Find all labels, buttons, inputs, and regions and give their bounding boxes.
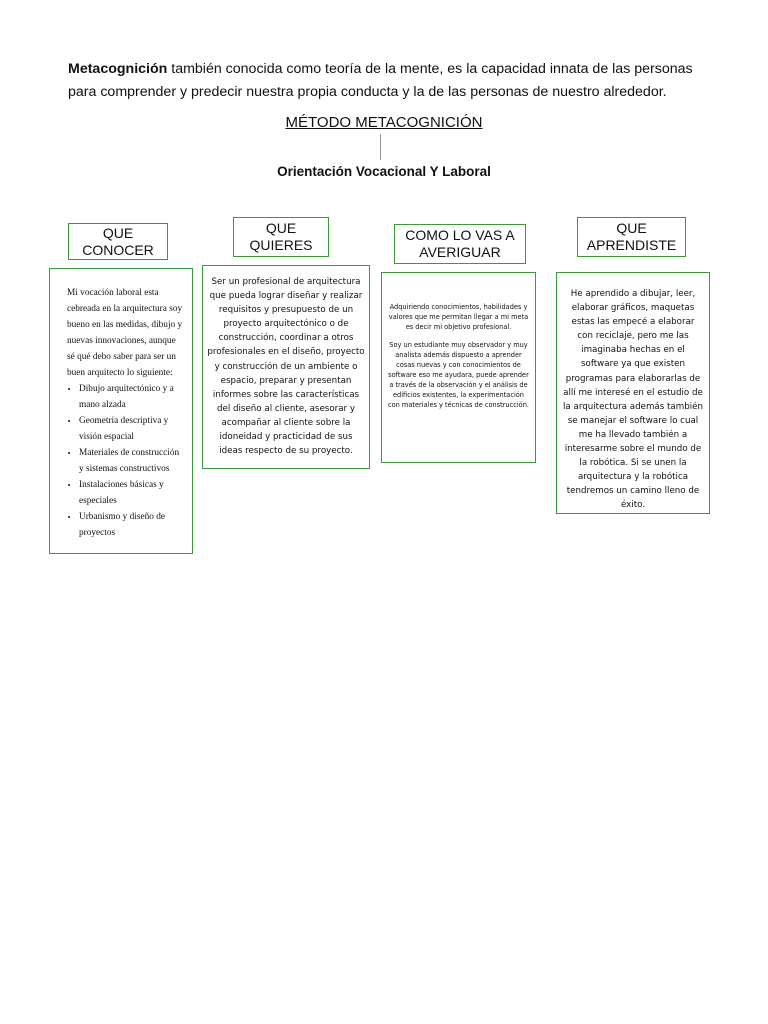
header-label: QUE CONOCER [82,224,154,258]
list-item: • Geometría descriptiva y visión espacial [79,413,184,445]
header-label: QUE QUIERES [249,220,313,253]
list-item: • Materiales de construcción y sistemas constructivos [79,445,184,477]
connector-line [380,134,381,160]
topic-list [67,381,184,541]
list-item: • Urbanismo y diseño de proyectos [79,509,184,541]
orientation-title: Orientación Vocacional Y Laboral [277,164,491,179]
header-como-lo-vas-a-averiguar [394,224,526,264]
intro-term: Metacognición [68,61,168,77]
list-item: • Instalaciones básicas y especiales [79,477,184,509]
header-que-conocer [68,223,168,260]
header-label: COMO LO VAS A AVERIGUAR [405,227,515,260]
content-que-quieres [202,265,370,469]
method-title: MÉTODO METACOGNICIÓN [285,114,483,131]
header-que-quieres [233,217,329,257]
list-item: • Dibujo arquitectónico y a mano alzada [79,381,184,413]
content-paragraph: Adquiriendo conocimientos, habilidades y valores que me permitan llegar a mi meta es decir mi objetivo profesional. [388,303,529,331]
header-que-aprendiste [577,217,686,257]
content-text: He aprendido a dibujar, leer, elaborar gráficos, maquetas estas las empecé a elaborar con reciclaje, pero me las imaginaba hechas en el software ya que existen programas para elaborarlas de allí me interesé en el estudio de la arquitectura además también se manejar el software lo cual me ha llevado también a interesarme sobre el mundo de la robótica. Si se unen la arquitectura y la robótica tendremos un camino lleno de éxito. [563,289,704,511]
content-text: Ser un profesional de arquitectura que pueda lograr diseñar y realizar requisitos y presupuesto de un proyecto arquitectónico o de construcción, coordinar a otros profesionales en el diseño, proyecto y construcción de un ambiente o espacio, preparar y presentan informes sobre las características del diseño al cliente, asesorar y acompañar al cliente sobre la idoneidad y practicidad de sus ideas respecto de su proyecto. [207,277,365,457]
content-como-lo-vas-a-averiguar [381,272,536,463]
header-label: QUE APRENDISTE [586,220,677,253]
content-paragraph: Soy un estudiante muy observador y muy analista además dispuesto a aprender cosas nuevas y con conocimientos de software eso me ayudara, puede aprender a través de la observación y el análisis de edificios existentes, la experimentación con materiales y técnicas de construcción. [388,341,529,409]
content-que-conocer [49,268,193,554]
intro-paragraph [68,58,718,104]
intro-text: también conocida como teoría de la mente, es la capacidad innata de las personas para comprender y predecir nuestra propia conducta y la de las personas de nuestro alrededor. [68,61,693,100]
content-intro: Mi vocación laboral esta cebreada en la arquitectura soy bueno en las medidas, dibujo y nuevas innovaciones, aunque sé qué debo saber para ser un buen arquitecto lo siguiente: [67,288,183,378]
content-que-aprendiste [556,272,710,514]
